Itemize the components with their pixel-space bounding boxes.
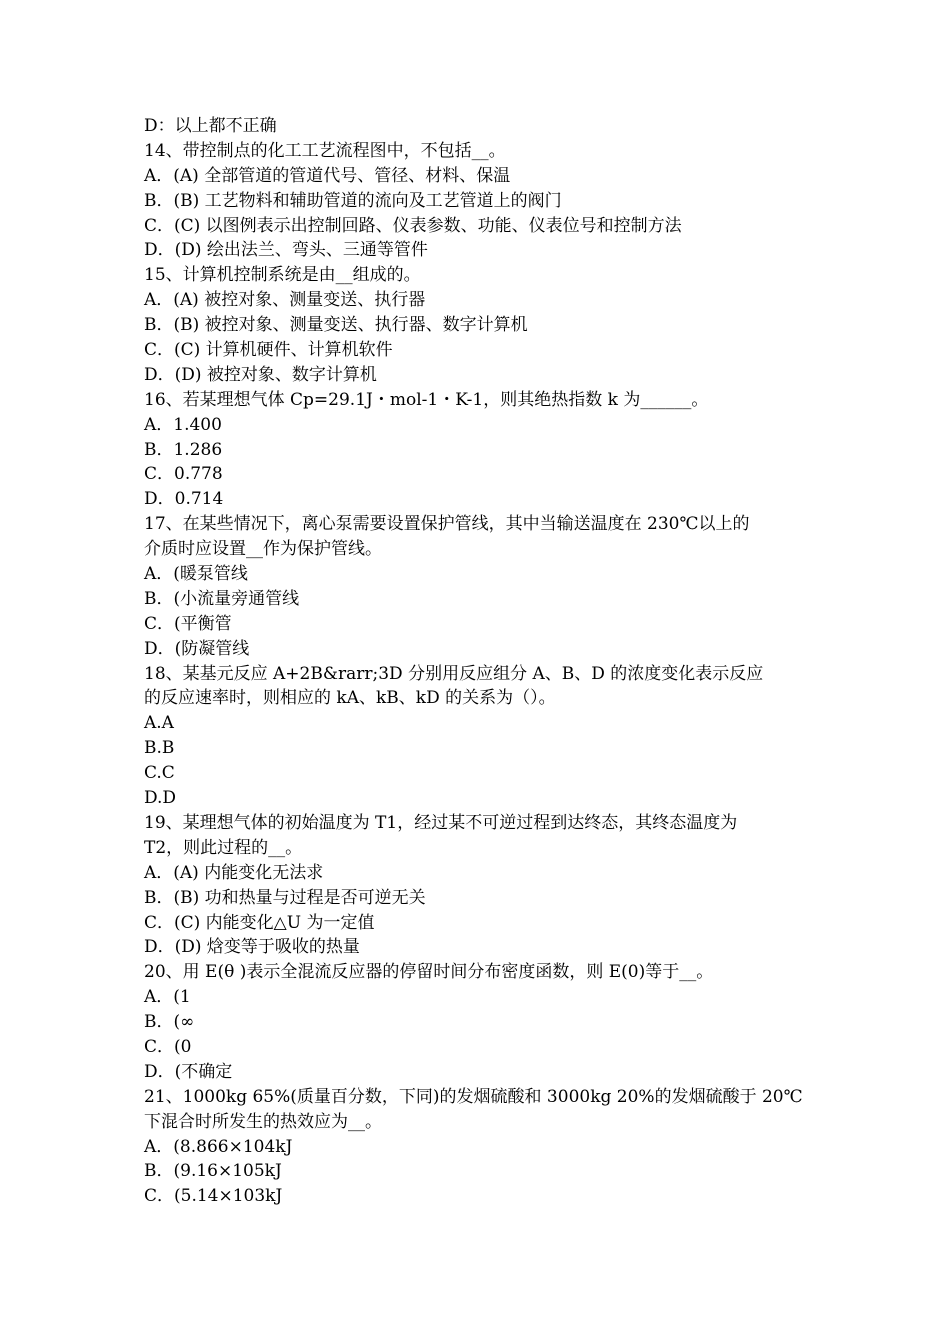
text-line: D：以上都不正确: [144, 116, 277, 136]
question-18: 18、某基元反应 A+2B&rarr;3D 分别用反应组分 A、B、D 的浓度变化表示反应: [144, 663, 764, 684]
option-d: D．(不确定: [144, 1061, 233, 1082]
option-a: A．(A) 全部管道的管道代号、管径、材料、保温: [144, 165, 511, 186]
question-17: 17、在某些情况下，离心泵需要设置保护管线，其中当输送温度在 230℃以上的: [144, 514, 750, 535]
option-c: C．(0: [144, 1036, 192, 1057]
question-19-continued: T2，则此过程的__。: [144, 837, 303, 858]
option-c: C.C: [144, 763, 175, 784]
option-d: D．(D) 绘出法兰、弯头、三通等管件: [144, 240, 428, 261]
option-d: D．0.714: [144, 489, 224, 510]
option-c: C．0.778: [144, 464, 223, 485]
option-d: D．(D) 焓变等于吸收的热量: [144, 937, 360, 958]
option-d: D．(防凝管线: [144, 638, 250, 659]
option-b: B．(B) 被控对象、测量变送、执行器、数字计算机: [144, 315, 528, 336]
option-c: C．(5.14×103kJ: [144, 1186, 283, 1207]
option-c: C．(C) 内能变化△U 为一定值: [144, 912, 375, 933]
option-a: A．1.400: [144, 414, 222, 435]
option-a: A.A: [144, 713, 174, 734]
option-a: A．(1: [144, 987, 191, 1008]
document-page: [144, 114, 814, 1209]
question-21: 21、1000kg 65%(质量百分数，下同)的发烟硫酸和 3000kg 20%的发烟硫酸于 20℃: [144, 1086, 803, 1107]
question-17-continued: 介质时应设置__作为保护管线。: [144, 539, 382, 560]
question-21-continued: 下混合时所发生的热效应为__。: [144, 1111, 382, 1132]
option-b: B．(B) 功和热量与过程是否可逆无关: [144, 887, 426, 908]
question-14: 14、带控制点的化工工艺流程图中，不包括__。: [144, 140, 506, 161]
question-20: 20、用 E(θ )表示全混流反应器的停留时间分布密度函数，则 E(0)等于__。: [144, 962, 714, 983]
option-c: C．(C) 以图例表示出控制回路、仪表参数、功能、仪表位号和控制方法: [144, 215, 682, 236]
option-b: B．(9.16×105kJ: [144, 1161, 282, 1182]
option-c: C．(C) 计算机硬件、计算机软件: [144, 340, 393, 361]
question-15: 15、计算机控制系统是由__组成的。: [144, 265, 421, 286]
option-a: A．(A) 内能变化无法求: [144, 862, 324, 883]
option-b: B．1.286: [144, 439, 223, 460]
option-b: B．(∞: [144, 1012, 195, 1033]
option-b: B.B: [144, 738, 175, 759]
option-c: C．(平衡管: [144, 613, 232, 634]
option-d: D．(D) 被控对象、数字计算机: [144, 364, 377, 385]
option-a: A．(A) 被控对象、测量变送、执行器: [144, 290, 426, 311]
option-a: A．(8.866×104kJ: [144, 1136, 293, 1157]
option-b: B．(小流量旁通管线: [144, 588, 300, 609]
question-18-continued: 的反应速率时，则相应的 kA、kB、kD 的关系为（）。: [144, 688, 556, 709]
question-19: 19、某理想气体的初始温度为 T1，经过某不可逆过程到达终态，其终态温度为: [144, 812, 738, 833]
option-d: D.D: [144, 788, 177, 809]
option-a: A．(暖泵管线: [144, 564, 248, 585]
question-16: 16、若某理想气体 Cp=29.1J・mol-1・K-1，则其绝热指数 k 为______。: [144, 389, 709, 410]
option-b: B．(B) 工艺物料和辅助管道的流向及工艺管道上的阀门: [144, 190, 562, 211]
